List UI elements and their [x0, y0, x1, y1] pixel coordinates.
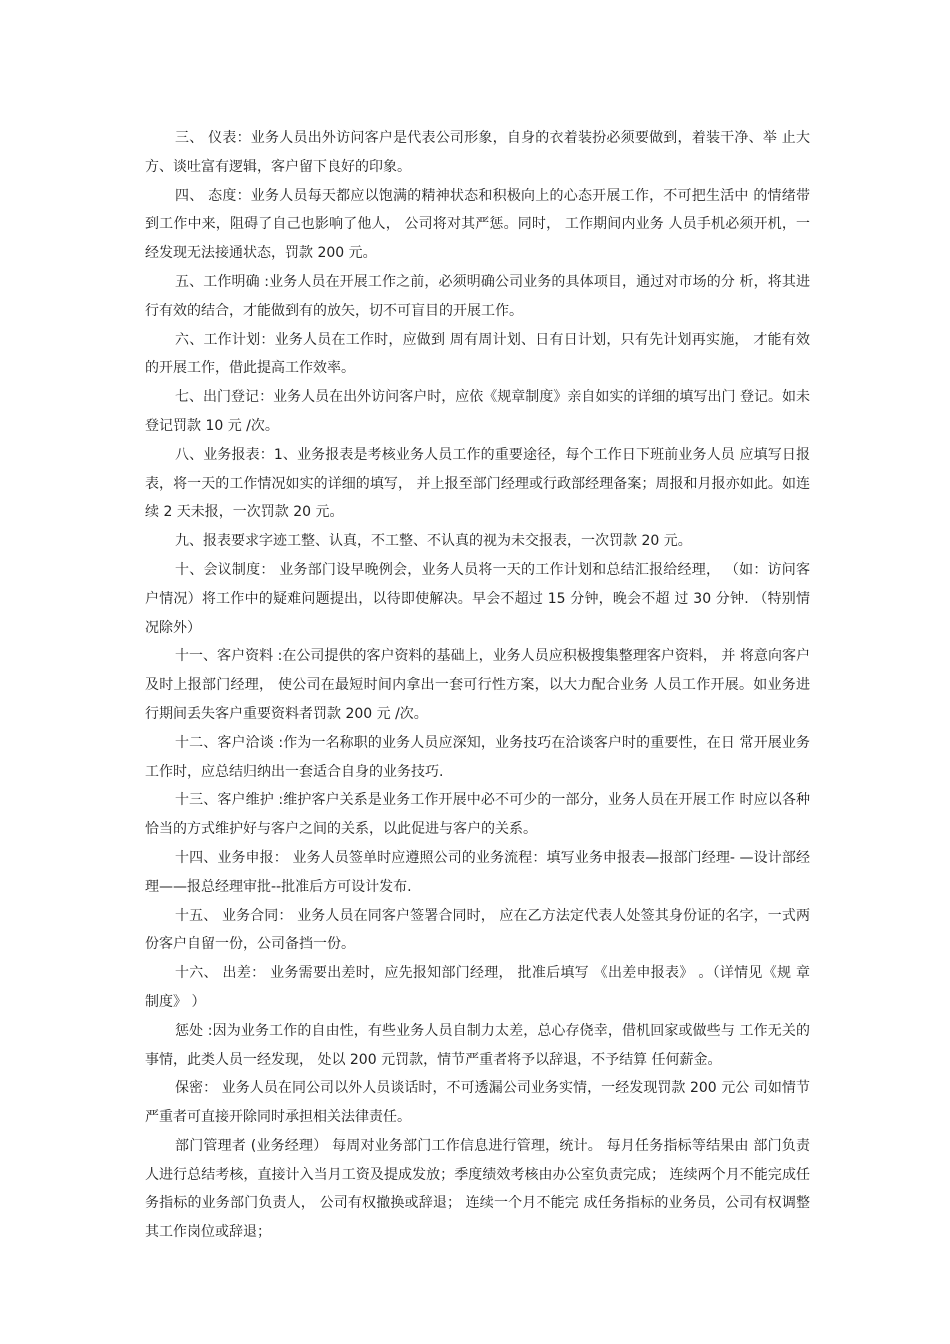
paragraph-business-report: 八、业务报表：1、业务报表是考核业务人员工作的重要途径，每个工作日下班前业务人员 应填写日报表，将一天的工作情况如实的详细的填写， 并上报至部门经理或行政部经理备案；周报和月报亦如此。如连续 2 天未报，一次罚款 20 元。: [145, 446, 810, 521]
paragraph-work-clarity: 五、工作明确 :业务人员在开展工作之前，必须明确公司业务的具体项目，通过对市场的分 析，将其进行有效的结合，才能做到有的放矢，切不可盲目的开展工作。: [145, 273, 810, 319]
paragraph-outing-registration: 七、出门登记：业务人员在出外访问客户时，应依《规章制度》亲自如实的详细的填写出门 登记。如未登记罚款 10 元 /次。: [145, 389, 810, 434]
paragraph-etiquette: 三、 仪表：业务人员出外访问客户是代表公司形象，自身的衣着装扮必须要做到，着装干净、举 止大方、谈吐富有逻辑，客户留下良好的印象。: [145, 130, 810, 175]
document-body: [145, 124, 810, 1247]
paragraph-business-trip: 十六、 出差： 业务需要出差时，应先报知部门经理， 批准后填写 《出差申报表》 。（详情见《规 章制度》 ）: [145, 965, 810, 1010]
paragraph-attitude: 四、 态度：业务人员每天都应以饱满的精神状态和积极向上的心态开展工作，不可把生活中 的情绪带到工作中来，阻碍了自己也影响了他人， 公司将对其严惩。同时， 工作期间内业务 人员手机必须开机，一经发现无法接通状态，罚款 200 元。: [145, 187, 810, 262]
paragraph-punishment: 惩处 :因为业务工作的自由性，有些业务人员自制力太差，总心存侥幸，借机回家或做些与 工作无关的事情，此类人员一经发现， 处以 200 元罚款，情节严重者将予以辞退，不予结算 任何薪金。: [145, 1022, 810, 1068]
paragraph-work-plan: 六、工作计划：业务人员在工作时，应做到 周有周计划、日有日计划，只有先计划再实施， 才能有效的开展工作，借此提高工作效率。: [145, 331, 810, 377]
paragraph-customer-negotiation: 十二、客户洽谈 :作为一名称职的业务人员应深知，业务技巧在洽谈客户时的重要性，在日 常开展业务工作时，应总结归纳出一套适合自身的业务技巧.: [145, 734, 810, 780]
paragraph-business-declaration: 十四、业务申报： 业务人员签单时应遵照公司的业务流程：填写业务申报表—报部门经理- —设计部经理——报总经理审批--批准后方可设计发布.: [145, 849, 810, 895]
paragraph-customer-data: 十一、客户资料 :在公司提供的客户资料的基础上，业务人员应积极搜集整理客户资料， 并 将意向客户及时上报部门经理， 使公司在最短时间内拿出一套可行性方案，以大力配合业务 人员工作开展。如业务进行期间丢失客户重要资料者罚款 200 元 /次。: [145, 648, 810, 722]
paragraph-confidentiality: 保密： 业务人员在同公司以外人员谈话时，不可透漏公司业务实情，一经发现罚款 200 元公 司如情节严重者可直接开除同时承担相关法律责任。: [145, 1080, 810, 1126]
paragraph-business-contract: 十五、 业务合同： 业务人员在同客户签署合同时， 应在乙方法定代表人处签其身份证的名字，一式两份客户自留一份，公司备挡一份。: [145, 907, 810, 953]
paragraph-department-manager: 部门管理者 (业务经理） 每周对业务部门工作信息进行管理，统计。 每月任务指标等结果由 部门负责人进行总结考核，直接计入当月工资及提成发放；季度绩效考核由办公室负责完成； 连续两个月不能完成任务指标的业务部门负责人， 公司有权撤换或辞退； 连续一个月不能完 成任务指标的业务员，公司有权调整其工作岗位或辞退；: [145, 1137, 810, 1241]
paragraph-customer-maintenance: 十三、客户维护 :维护客户关系是业务工作开展中必不可少的一部分，业务人员在开展工作 时应以各种恰当的方式维护好与客户之间的关系，以此促进与客户的关系。: [145, 792, 810, 838]
paragraph-meeting-system: 十、会议制度： 业务部门设早晚例会，业务人员将一天的工作计划和总结汇报给经理， （如：访问客户情况）将工作中的疑难问题提出，以待即使解决。早会不超过 15 分钟，晚会不超 过 30 分钟. （特别情况除外）: [145, 561, 810, 636]
paragraph-report-requirements: 九、报表要求字迹工整、认真，不工整、不认真的视为未交报表，一次罚款 20 元。: [175, 533, 692, 550]
